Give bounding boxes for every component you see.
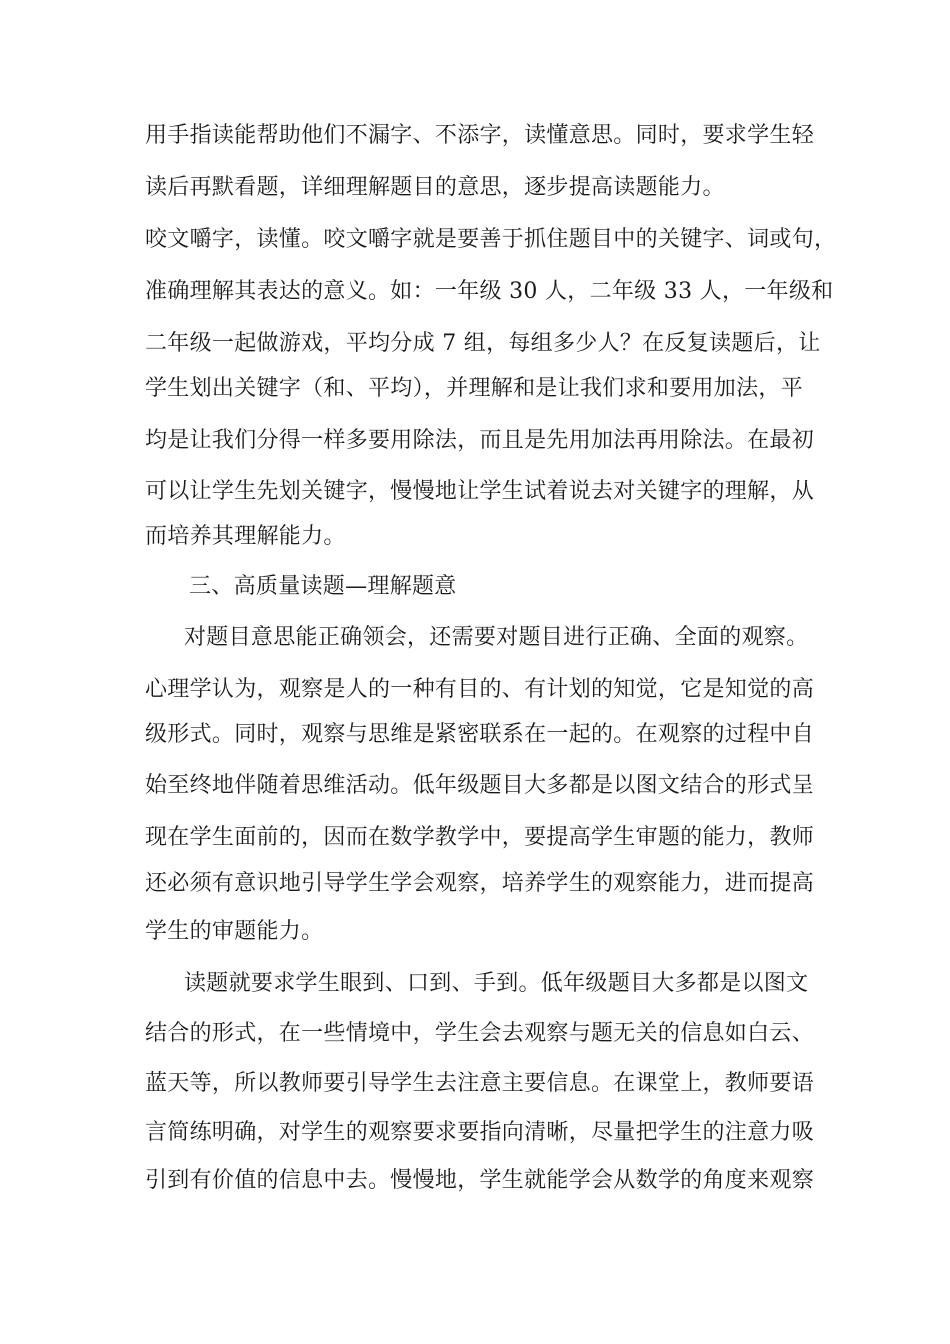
text-line: 现在学生面前的，因而在数学教学中，要提高学生审题的能力，教师 bbox=[145, 825, 815, 850]
text-line: 结合的形式，在一些情境中，学生会去观察与题无关的信息如白云、 bbox=[145, 1021, 815, 1046]
paragraph-first-line: 读题就要求学生眼到、口到、手到。低年级题目大多都是以图文 bbox=[184, 971, 809, 996]
paragraph-first-line: 对题目意思能正确领会，还需要对题目进行正确、全面的观察。 bbox=[184, 625, 809, 650]
text-line: 咬文嚼字，读懂。咬文嚼字就是要善于抓住题目中的关键字、词或句， bbox=[145, 227, 837, 252]
text-line: 始至终地伴随着思维活动。低年级题目大多都是以图文结合的形式呈 bbox=[145, 773, 815, 798]
text-line: 级形式。同时，观察与思维是紧密联系在一起的。在观察的过程中自 bbox=[145, 722, 815, 747]
text-line: 准确理解其表达的意义。如：一年级 30 人，二年级 33 人，一年级和 bbox=[145, 279, 834, 304]
text-line: 心理学认为，观察是人的一种有目的、有计划的知觉，它是知觉的高 bbox=[145, 677, 815, 702]
text-line: 还必须有意识地引导学生学会观察，培养学生的观察能力，进而提高 bbox=[145, 871, 815, 896]
text-line: 用手指读能帮助他们不漏字、不添字，读懂意思。同时，要求学生轻 bbox=[145, 123, 815, 148]
text-line: 蓝天等，所以教师要引导学生去注意主要信息。在课堂上，教师要语 bbox=[145, 1071, 815, 1096]
text-line: 学生的审题能力。 bbox=[145, 919, 324, 944]
text-line: 读后再默看题，详细理解题目的意思，逐步提高读题能力。 bbox=[145, 175, 725, 200]
section-heading: 三、高质量读题—理解题意 bbox=[189, 574, 457, 599]
text-line: 言简练明确，对学生的观察要求要指向清晰，尽量把学生的注意力吸 bbox=[145, 1120, 815, 1145]
text-line: 学生划出关键字（和、平均），并理解和是让我们求和要用加法，平 bbox=[145, 376, 804, 401]
text-line: 均是让我们分得一样多要用除法，而且是先用加法再用除法。在最初 bbox=[145, 428, 815, 453]
text-line: 而培养其理解能力。 bbox=[145, 524, 346, 549]
text-line: 二年级一起做游戏，平均分成 7 组，每组多少人？在反复读题后，让 bbox=[145, 331, 821, 356]
text-line: 引到有价值的信息中去。慢慢地，学生就能学会从数学的角度来观察 bbox=[145, 1168, 815, 1193]
text-line: 可以让学生先划关键字，慢慢地让学生试着说去对关键字的理解，从 bbox=[145, 479, 815, 504]
